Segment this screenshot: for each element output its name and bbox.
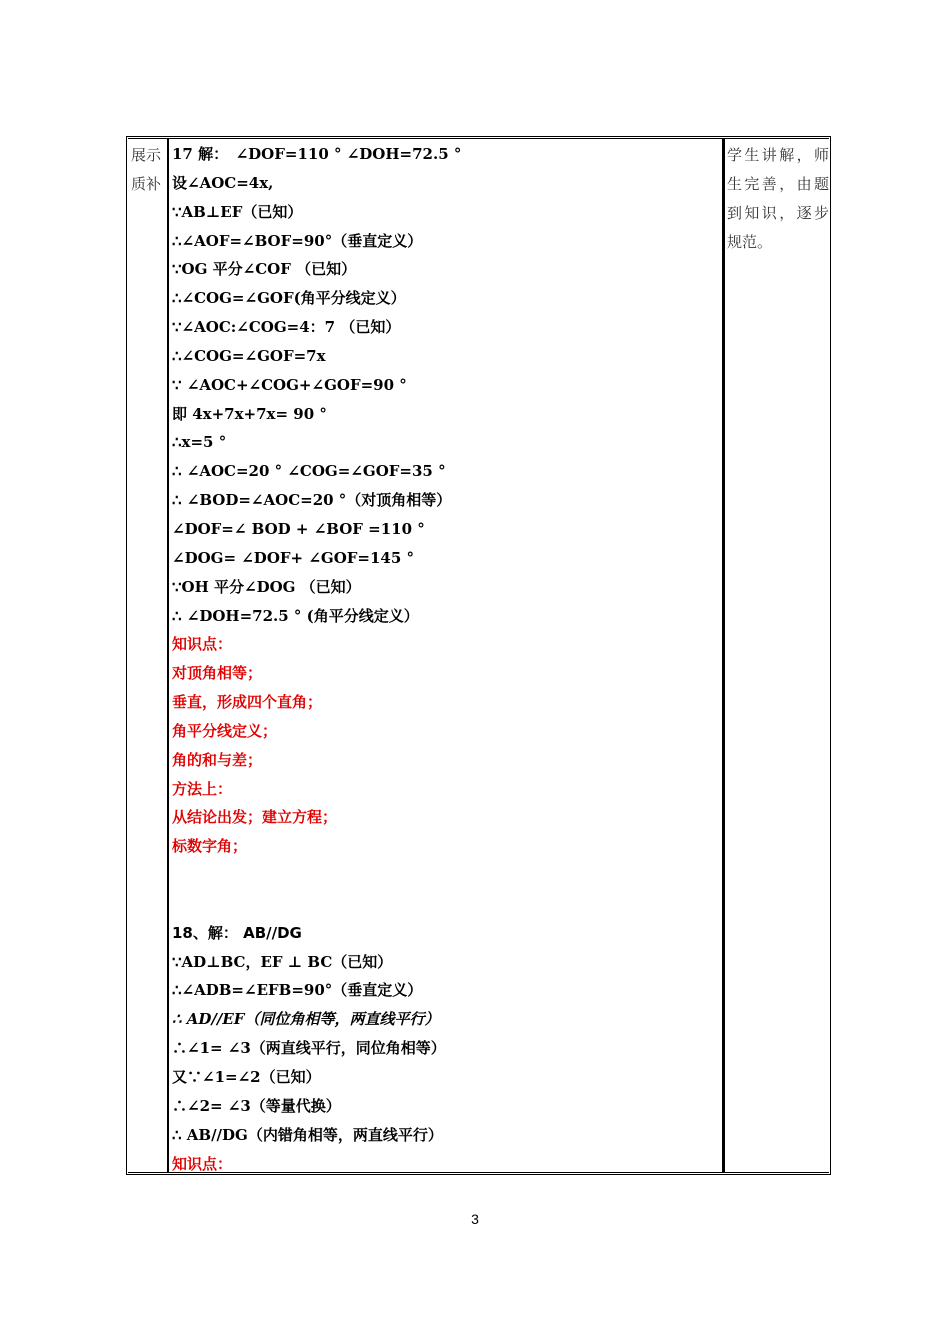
- column-divider-left: [167, 138, 169, 1173]
- knowledge-point-line: 方法上：: [172, 779, 233, 798]
- teacher-note: 学生讲解，师生完善，由题到知识，逐步规范。: [727, 146, 829, 251]
- question-17-solution: [172, 140, 720, 861]
- solution-line: ∴∠COG=∠GOF=7x: [172, 346, 326, 365]
- solution-line: ∴ AD//EF（同位角相等，两直线平行）: [172, 1010, 440, 1029]
- solution-line: ∴∠COG=∠GOF(角平分线定义）: [172, 289, 406, 308]
- knowledge-point-line: 角平分线定义；: [172, 721, 278, 740]
- solution-line: ∴∠AOF=∠BOF=90°（垂直定义）: [172, 231, 423, 250]
- solution-line: ∵AB⊥EF（已知）: [172, 202, 303, 221]
- knowledge-point-line: 从结论出发；建立方程；: [172, 808, 338, 827]
- solution-line: 18、解： AB//DG: [172, 923, 302, 942]
- solution-line: ∴x=5 °: [172, 433, 227, 452]
- knowledge-point-line: 对顶角相等；: [172, 664, 263, 683]
- knowledge-point-line: 标数字角；: [172, 837, 248, 856]
- solution-line: ∵OH 平分∠DOG （已知）: [172, 577, 361, 596]
- solution-line: ∵AD⊥BC，EF ⊥ BC（已知）: [172, 952, 393, 971]
- knowledge-point-line: 垂直，形成四个直角；: [172, 693, 323, 712]
- solution-line: ∠DOF=∠ BOD + ∠BOF =110 °: [172, 519, 425, 538]
- knowledge-point-line: 知识点：: [172, 635, 233, 654]
- column-divider-right: [722, 138, 725, 1173]
- knowledge-point-line: 角的和与差；: [172, 750, 263, 769]
- solution-line: ∴∠1= ∠3（两直线平行，同位角相等）: [172, 1039, 446, 1058]
- solution-line: ∴ ∠BOD=∠AOC=20 °（对顶角相等）: [172, 491, 452, 510]
- solution-line: ∴ AB//DG（内错角相等，两直线平行）: [172, 1125, 443, 1144]
- solution-line: ∴∠ADB=∠EFB=90°（垂直定义）: [172, 981, 423, 1000]
- solution-line: 17 解： ∠DOF=110 ° ∠DOH=72.5 °: [172, 145, 462, 163]
- solution-line: ∵∠AOC:∠COG=4：7 （已知）: [172, 318, 401, 337]
- solution-content: [172, 140, 720, 1178]
- spacer: [172, 861, 720, 890]
- stage-label: 展示质补: [131, 146, 162, 193]
- solution-line: ∴∠2= ∠3（等量代换）: [172, 1096, 341, 1115]
- page-number: 3: [471, 1211, 479, 1227]
- solution-line: 又∵∠1=∠2（已知）: [172, 1068, 321, 1086]
- solution-line: ∵OG 平分∠COF （已知）: [172, 260, 357, 279]
- solution-line: ∴ ∠AOC=20 ° ∠COG=∠GOF=35 °: [172, 462, 446, 481]
- solution-line: ∠DOG= ∠DOF+ ∠GOF=145 °: [172, 548, 415, 567]
- solution-line: ∴ ∠DOH=72.5 ° (角平分线定义）: [172, 606, 419, 625]
- solution-line: ∵ ∠AOC+∠COG+∠GOF=90 °: [172, 375, 407, 394]
- table-top-inner-border: [128, 138, 829, 139]
- solution-line: 即 4x+7x+7x= 90 °: [172, 404, 327, 423]
- question-18-solution: [172, 919, 720, 1179]
- spacer: [172, 890, 720, 919]
- solution-line: 设∠AOC=4x,: [172, 173, 274, 192]
- knowledge-point-line: 知识点：: [172, 1154, 233, 1173]
